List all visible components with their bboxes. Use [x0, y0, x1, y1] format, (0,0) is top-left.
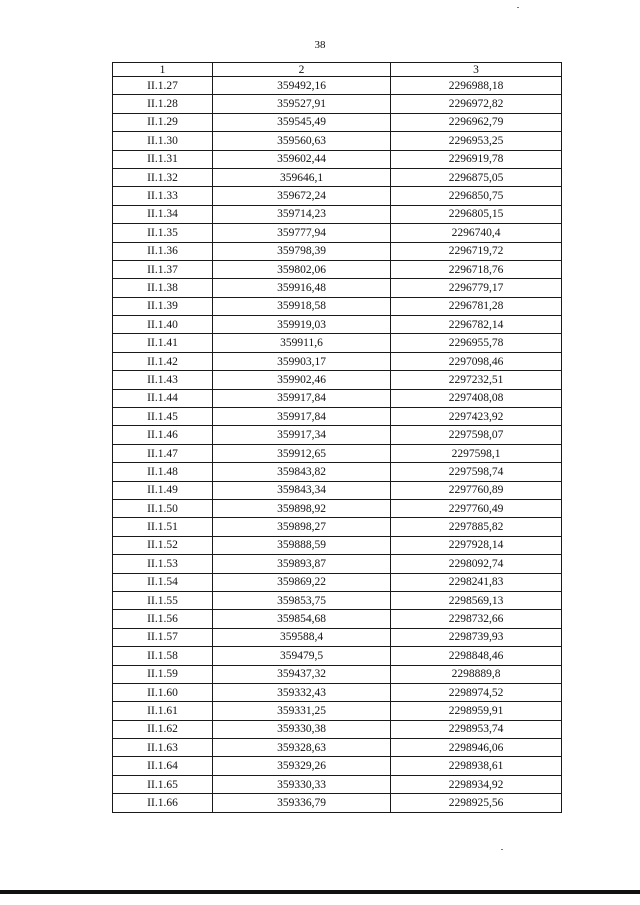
y-coordinate-cell: 2296781,28 [391, 297, 562, 315]
table-row [113, 334, 562, 352]
x-coordinate-cell: 359918,58 [213, 297, 391, 315]
point-id-cell: II.1.37 [113, 260, 213, 278]
y-coordinate-cell: 2298739,93 [391, 628, 562, 646]
x-coordinate-cell: 359328,63 [213, 739, 391, 757]
point-id-cell: II.1.56 [113, 610, 213, 628]
y-coordinate-cell: 2298732,66 [391, 610, 562, 628]
x-coordinate-cell: 359912,65 [213, 444, 391, 462]
point-id-cell: II.1.54 [113, 573, 213, 591]
point-id-cell: II.1.60 [113, 683, 213, 701]
point-id-cell: II.1.58 [113, 647, 213, 665]
x-coordinate-cell: 359916,48 [213, 279, 391, 297]
table-row [113, 536, 562, 554]
y-coordinate-cell: 2298889,8 [391, 665, 562, 683]
y-coordinate-cell: 2296805,15 [391, 205, 562, 223]
table-row [113, 628, 562, 646]
x-coordinate-cell: 359853,75 [213, 591, 391, 609]
table-row [113, 389, 562, 407]
x-coordinate-cell: 359903,17 [213, 352, 391, 370]
point-id-cell: II.1.41 [113, 334, 213, 352]
x-coordinate-cell: 359843,82 [213, 463, 391, 481]
table-row [113, 499, 562, 517]
y-coordinate-cell: 2297232,51 [391, 371, 562, 389]
point-id-cell: II.1.66 [113, 794, 213, 812]
y-coordinate-cell: 2297760,49 [391, 499, 562, 517]
point-id-cell: II.1.35 [113, 224, 213, 242]
x-coordinate-cell: 359560,63 [213, 132, 391, 150]
point-id-cell: II.1.38 [113, 279, 213, 297]
table-row [113, 591, 562, 609]
page-number: 38 [314, 39, 326, 51]
x-coordinate-cell: 359330,33 [213, 775, 391, 793]
point-id-cell: II.1.45 [113, 408, 213, 426]
table-row [113, 555, 562, 573]
y-coordinate-cell: 2296962,79 [391, 113, 562, 131]
table-body [113, 77, 562, 813]
table-row [113, 408, 562, 426]
x-coordinate-cell: 359331,25 [213, 702, 391, 720]
table-row [113, 113, 562, 131]
y-coordinate-cell: 2296953,25 [391, 132, 562, 150]
table-row [113, 279, 562, 297]
table-row [113, 665, 562, 683]
x-coordinate-cell: 359902,46 [213, 371, 391, 389]
x-coordinate-cell: 359798,39 [213, 242, 391, 260]
y-coordinate-cell: 2298953,74 [391, 720, 562, 738]
table-row [113, 352, 562, 370]
y-coordinate-cell: 2298092,74 [391, 555, 562, 573]
point-id-cell: II.1.65 [113, 775, 213, 793]
point-id-cell: II.1.55 [113, 591, 213, 609]
y-coordinate-cell: 2297598,07 [391, 426, 562, 444]
y-coordinate-cell: 2298938,61 [391, 757, 562, 775]
table-row [113, 481, 562, 499]
table-row [113, 683, 562, 701]
x-coordinate-cell: 359898,27 [213, 518, 391, 536]
point-id-cell: II.1.27 [113, 77, 213, 95]
table-row [113, 316, 562, 334]
table-row [113, 444, 562, 462]
x-coordinate-cell: 359802,06 [213, 260, 391, 278]
table-row [113, 260, 562, 278]
point-id-cell: II.1.51 [113, 518, 213, 536]
y-coordinate-cell: 2298946,06 [391, 739, 562, 757]
y-coordinate-cell: 2298848,46 [391, 647, 562, 665]
table-row [113, 518, 562, 536]
table-row [113, 132, 562, 150]
table-row [113, 168, 562, 186]
point-id-cell: II.1.39 [113, 297, 213, 315]
table-row [113, 224, 562, 242]
point-id-cell: II.1.52 [113, 536, 213, 554]
x-coordinate-cell: 359917,84 [213, 389, 391, 407]
point-id-cell: II.1.53 [113, 555, 213, 573]
x-coordinate-cell: 359479,5 [213, 647, 391, 665]
y-coordinate-cell: 2296875,05 [391, 168, 562, 186]
x-coordinate-cell: 359714,23 [213, 205, 391, 223]
scan-speck [517, 7, 519, 8]
x-coordinate-cell: 359330,38 [213, 720, 391, 738]
point-id-cell: II.1.43 [113, 371, 213, 389]
point-id-cell: II.1.36 [113, 242, 213, 260]
table-row [113, 702, 562, 720]
point-id-cell: II.1.46 [113, 426, 213, 444]
table-row [113, 610, 562, 628]
x-coordinate-cell: 359336,79 [213, 794, 391, 812]
y-coordinate-cell: 2298241,83 [391, 573, 562, 591]
table-row [113, 426, 562, 444]
x-coordinate-cell: 359911,6 [213, 334, 391, 352]
table-row [113, 297, 562, 315]
y-coordinate-cell: 2296718,76 [391, 260, 562, 278]
point-id-cell: II.1.47 [113, 444, 213, 462]
point-id-cell: II.1.48 [113, 463, 213, 481]
column-header-2: 2 [213, 63, 391, 77]
point-id-cell: II.1.44 [113, 389, 213, 407]
table-row [113, 739, 562, 757]
y-coordinate-cell: 2296955,78 [391, 334, 562, 352]
table-row [113, 720, 562, 738]
y-coordinate-cell: 2296988,18 [391, 77, 562, 95]
x-coordinate-cell: 359646,1 [213, 168, 391, 186]
y-coordinate-cell: 2298959,91 [391, 702, 562, 720]
point-id-cell: II.1.33 [113, 187, 213, 205]
point-id-cell: II.1.59 [113, 665, 213, 683]
table-row [113, 757, 562, 775]
table-row [113, 187, 562, 205]
y-coordinate-cell: 2298569,13 [391, 591, 562, 609]
point-id-cell: II.1.28 [113, 95, 213, 113]
x-coordinate-cell: 359919,03 [213, 316, 391, 334]
y-coordinate-cell: 2297598,74 [391, 463, 562, 481]
scan-speck [501, 849, 503, 850]
x-coordinate-cell: 359843,34 [213, 481, 391, 499]
y-coordinate-cell: 2296719,72 [391, 242, 562, 260]
x-coordinate-cell: 359869,22 [213, 573, 391, 591]
y-coordinate-cell: 2297760,89 [391, 481, 562, 499]
y-coordinate-cell: 2296782,14 [391, 316, 562, 334]
y-coordinate-cell: 2297423,92 [391, 408, 562, 426]
table-row [113, 242, 562, 260]
y-coordinate-cell: 2297598,1 [391, 444, 562, 462]
table-row [113, 95, 562, 113]
point-id-cell: II.1.30 [113, 132, 213, 150]
x-coordinate-cell: 359329,26 [213, 757, 391, 775]
point-id-cell: II.1.63 [113, 739, 213, 757]
y-coordinate-cell: 2297885,82 [391, 518, 562, 536]
table-row [113, 463, 562, 481]
x-coordinate-cell: 359437,32 [213, 665, 391, 683]
y-coordinate-cell: 2296779,17 [391, 279, 562, 297]
point-id-cell: II.1.50 [113, 499, 213, 517]
table-row [113, 371, 562, 389]
point-id-cell: II.1.29 [113, 113, 213, 131]
point-id-cell: II.1.42 [113, 352, 213, 370]
x-coordinate-cell: 359545,49 [213, 113, 391, 131]
point-id-cell: II.1.34 [113, 205, 213, 223]
x-coordinate-cell: 359854,68 [213, 610, 391, 628]
table-row [113, 794, 562, 812]
x-coordinate-cell: 359777,94 [213, 224, 391, 242]
table-header-row [113, 63, 562, 77]
point-id-cell: II.1.62 [113, 720, 213, 738]
y-coordinate-cell: 2297928,14 [391, 536, 562, 554]
x-coordinate-cell: 359672,24 [213, 187, 391, 205]
x-coordinate-cell: 359893,87 [213, 555, 391, 573]
y-coordinate-cell: 2296850,75 [391, 187, 562, 205]
table-row [113, 647, 562, 665]
table-row [113, 77, 562, 95]
y-coordinate-cell: 2298934,92 [391, 775, 562, 793]
bottom-rule [0, 890, 640, 894]
point-id-cell: II.1.40 [113, 316, 213, 334]
y-coordinate-cell: 2297408,08 [391, 389, 562, 407]
y-coordinate-cell: 2296919,78 [391, 150, 562, 168]
column-header-3: 3 [391, 63, 562, 77]
x-coordinate-cell: 359332,43 [213, 683, 391, 701]
table-row [113, 775, 562, 793]
x-coordinate-cell: 359888,59 [213, 536, 391, 554]
point-id-cell: II.1.64 [113, 757, 213, 775]
x-coordinate-cell: 359917,84 [213, 408, 391, 426]
point-id-cell: II.1.31 [113, 150, 213, 168]
x-coordinate-cell: 359898,92 [213, 499, 391, 517]
x-coordinate-cell: 359527,91 [213, 95, 391, 113]
x-coordinate-cell: 359602,44 [213, 150, 391, 168]
point-id-cell: II.1.57 [113, 628, 213, 646]
coordinates-table [112, 62, 562, 813]
point-id-cell: II.1.49 [113, 481, 213, 499]
y-coordinate-cell: 2298974,52 [391, 683, 562, 701]
y-coordinate-cell: 2298925,56 [391, 794, 562, 812]
table-row [113, 573, 562, 591]
y-coordinate-cell: 2297098,46 [391, 352, 562, 370]
y-coordinate-cell: 2296972,82 [391, 95, 562, 113]
x-coordinate-cell: 359588,4 [213, 628, 391, 646]
x-coordinate-cell: 359917,34 [213, 426, 391, 444]
point-id-cell: II.1.61 [113, 702, 213, 720]
table-row [113, 205, 562, 223]
point-id-cell: II.1.32 [113, 168, 213, 186]
y-coordinate-cell: 2296740,4 [391, 224, 562, 242]
x-coordinate-cell: 359492,16 [213, 77, 391, 95]
table-row [113, 150, 562, 168]
column-header-1: 1 [113, 63, 213, 77]
